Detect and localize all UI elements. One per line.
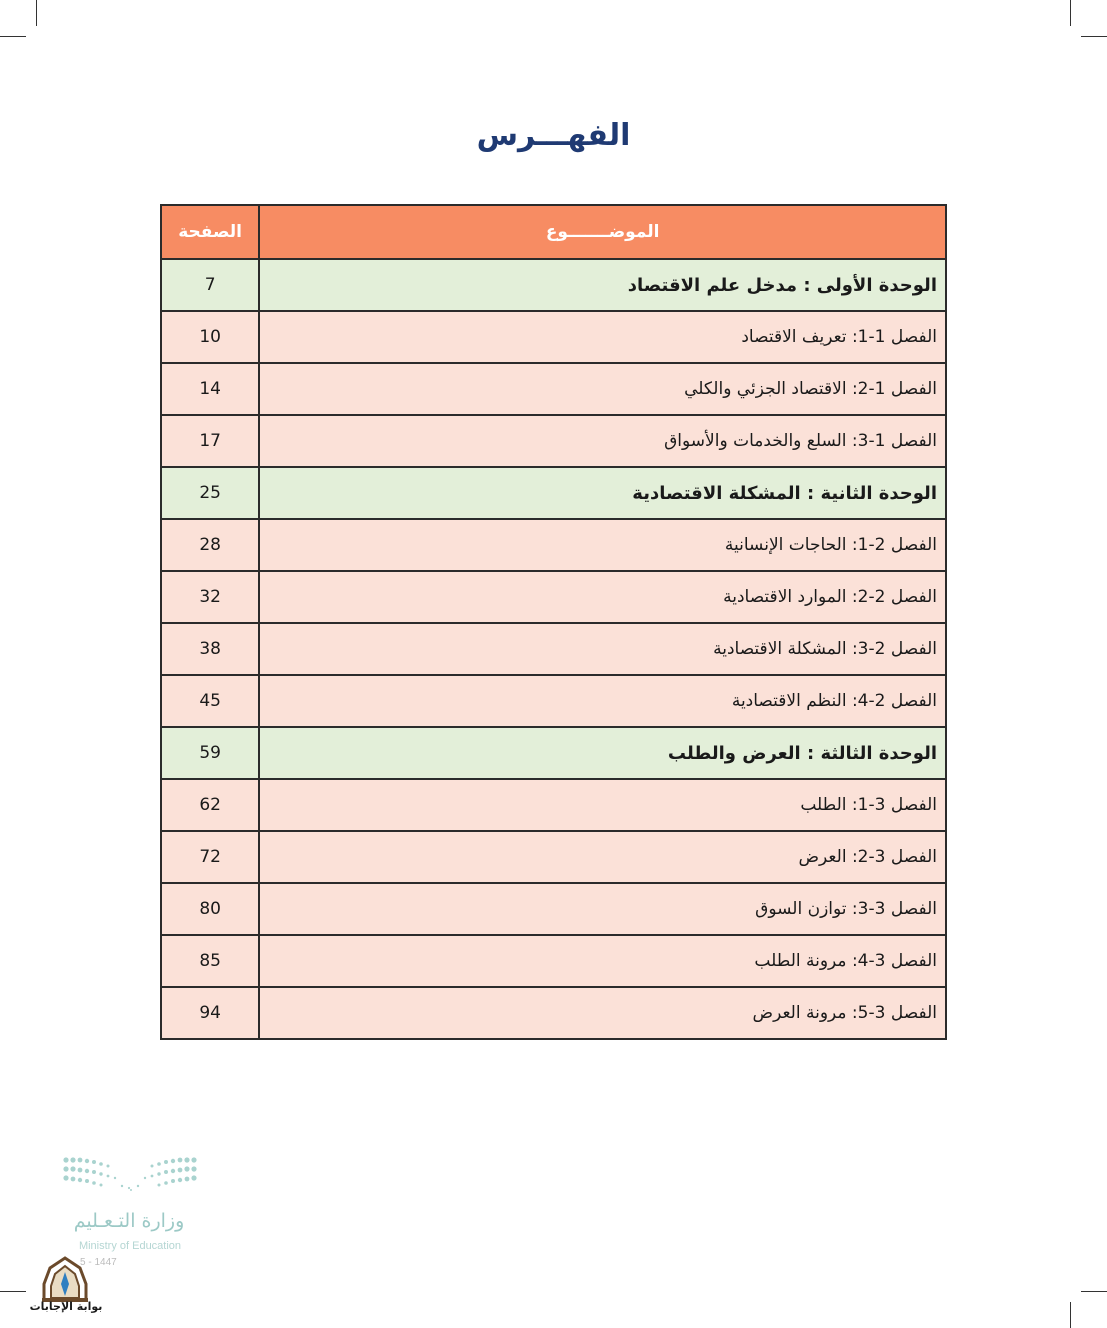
crop-mark — [1070, 1302, 1071, 1328]
answers-gate-logo-icon — [28, 1254, 102, 1324]
chapter-row — [161, 519, 946, 571]
chapter-row — [161, 987, 946, 1039]
page-column-header: الصفحة — [161, 205, 259, 259]
chapter-row — [161, 363, 946, 415]
row-page-number: 28 — [161, 519, 259, 571]
row-page-number: 94 — [161, 987, 259, 1039]
page-title: الفهـــرس — [476, 118, 631, 153]
chapter-row — [161, 831, 946, 883]
row-page-number: 17 — [161, 415, 259, 467]
row-topic: الفصل 2-4: النظم الاقتصادية — [259, 675, 946, 727]
row-page-number: 85 — [161, 935, 259, 987]
row-page-number: 32 — [161, 571, 259, 623]
topic-column-header: الموضـــــــوع — [259, 205, 946, 259]
edition-year: 5 - 1447 — [80, 1257, 117, 1268]
chapter-row — [161, 779, 946, 831]
unit-row — [161, 259, 946, 311]
row-page-number: 10 — [161, 311, 259, 363]
row-topic: الوحدة الأولى : مدخل علم الاقتصاد — [259, 259, 946, 311]
row-page-number: 45 — [161, 675, 259, 727]
crop-mark — [0, 1291, 26, 1292]
answers-gate-label: بوابة الإجابات — [29, 1300, 103, 1313]
ministry-dots-icon — [60, 1152, 200, 1202]
chapter-row — [161, 415, 946, 467]
row-page-number: 38 — [161, 623, 259, 675]
row-page-number: 59 — [161, 727, 259, 779]
ministry-name-arabic: وزارة التـعـليم — [73, 1210, 185, 1232]
crop-mark — [0, 36, 26, 37]
contents-table — [160, 204, 947, 1040]
chapter-row — [161, 883, 946, 935]
row-page-number: 72 — [161, 831, 259, 883]
chapter-row — [161, 675, 946, 727]
crop-mark — [1081, 36, 1107, 37]
crop-mark — [36, 0, 37, 26]
crop-mark — [1070, 0, 1071, 26]
chapter-row — [161, 935, 946, 987]
row-topic: الفصل 3-1: الطلب — [259, 779, 946, 831]
row-topic: الفصل 1-3: السلع والخدمات والأسواق — [259, 415, 946, 467]
row-topic: الفصل 1-1: تعريف الاقتصاد — [259, 311, 946, 363]
row-page-number: 80 — [161, 883, 259, 935]
row-topic: الفصل 3-4: مرونة الطلب — [259, 935, 946, 987]
row-topic: الفصل 2-2: الموارد الاقتصادية — [259, 571, 946, 623]
chapter-row — [161, 623, 946, 675]
row-topic: الفصل 3-5: مرونة العرض — [259, 987, 946, 1039]
row-page-number: 14 — [161, 363, 259, 415]
row-topic: الفصل 2-3: المشكلة الاقتصادية — [259, 623, 946, 675]
contents-table-body — [161, 259, 946, 1039]
row-topic: الفصل 2-1: الحاجات الإنسانية — [259, 519, 946, 571]
row-page-number: 7 — [161, 259, 259, 311]
row-topic: الفصل 1-2: الاقتصاد الجزئي والكلي — [259, 363, 946, 415]
row-topic: الوحدة الثالثة : العرض والطلب — [259, 727, 946, 779]
ministry-name-english: Ministry of Education — [78, 1240, 182, 1252]
row-page-number: 25 — [161, 467, 259, 519]
unit-row — [161, 727, 946, 779]
unit-row — [161, 467, 946, 519]
chapter-row — [161, 571, 946, 623]
chapter-row — [161, 311, 946, 363]
row-topic: الفصل 3-2: العرض — [259, 831, 946, 883]
table-header-row — [161, 205, 946, 259]
row-topic: الفصل 3-3: توازن السوق — [259, 883, 946, 935]
crop-mark — [1081, 1291, 1107, 1292]
row-topic: الوحدة الثانية : المشكلة الاقتصادية — [259, 467, 946, 519]
row-page-number: 62 — [161, 779, 259, 831]
